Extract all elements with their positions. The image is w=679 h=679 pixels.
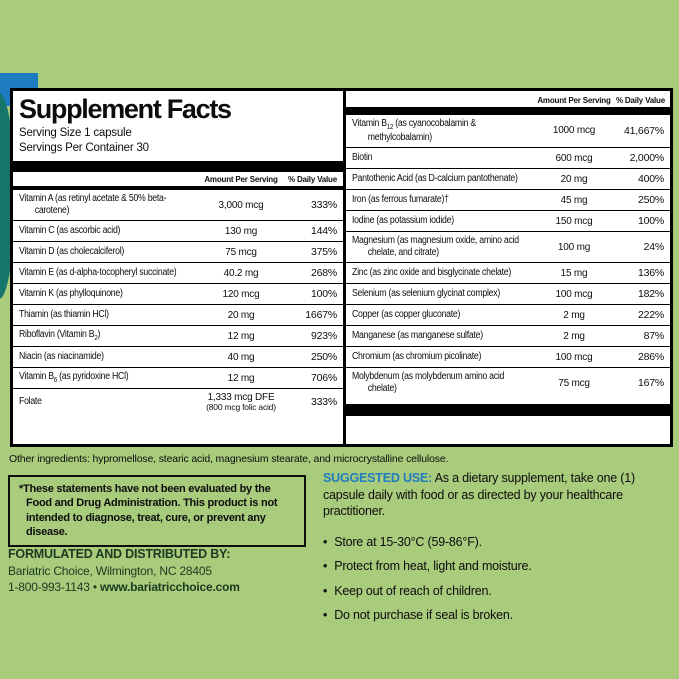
nutrient-daily-value: 2,000% — [629, 152, 664, 165]
usage-bullet-item — [323, 534, 673, 551]
nutrient-daily-value: 375% — [310, 246, 337, 259]
other-ingredients: Other ingredients: hypromellose, stearic acid, magnesium stearate, and microcrystalline cellulose. — [9, 453, 449, 465]
distributor-phone: 1-800-993-1143 — [8, 579, 90, 594]
nutrient-name: Magnesium (as magnesium oxide, amino acid chelate, and citrate) — [352, 234, 519, 259]
facts-right-column — [346, 91, 670, 444]
usage-bullet-item — [323, 558, 673, 575]
distributor-website: www.bariatricchoice.com — [100, 579, 240, 594]
nutrient-daily-value: 136% — [637, 267, 664, 280]
bullet-marker: • — [323, 608, 328, 622]
suggested-use-paragraph — [323, 470, 673, 520]
bullet-marker: • — [323, 559, 328, 573]
nutrient-amount: 20 mg — [560, 173, 588, 185]
nutrient-amount: 100 mg — [557, 241, 591, 253]
distributor-address: Bariatric Choice, Wilmington, NC 28405 — [8, 563, 212, 578]
nutrient-row — [13, 284, 343, 305]
column-headers — [346, 91, 670, 107]
nutrient-row — [346, 368, 670, 398]
nutrient-amount: 2 mg — [563, 309, 585, 321]
nutrient-amount: 40.2 mg — [223, 267, 259, 279]
suggested-use-block — [323, 470, 673, 632]
bullet-text: Protect from heat, light and moisture. — [334, 559, 532, 573]
nutrient-row — [346, 211, 670, 232]
usage-bullet-list — [323, 534, 673, 624]
nutrient-amount: 130 mg — [224, 225, 258, 237]
nutrient-name: Iodine (as potassium iodide) — [352, 215, 454, 226]
serving-size: Serving Size 1 capsule — [19, 127, 132, 139]
nutrient-amount: 3,000 mcg — [218, 199, 264, 211]
nutrient-daily-value: 182% — [637, 288, 664, 301]
supplement-facts-title: Supplement Facts — [19, 94, 231, 124]
distributor-block — [8, 546, 240, 595]
usage-bullet-item — [323, 583, 673, 600]
nutrient-name: Vitamin K (as phylloquinone) — [19, 288, 123, 300]
nutrient-amount: 40 mg — [227, 351, 255, 363]
left-nutrient-rows — [13, 190, 343, 415]
facts-left-column — [13, 91, 343, 444]
usage-bullet-item — [323, 607, 673, 624]
nutrient-name: Niacin (as niacinamide) — [19, 351, 104, 363]
column-headers — [13, 172, 343, 186]
nutrient-row — [346, 148, 670, 169]
daily-value-header: % Daily Value — [288, 175, 337, 185]
bullet-marker: • — [323, 583, 328, 598]
nutrient-row — [346, 190, 670, 211]
right-nutrient-rows — [346, 115, 670, 398]
servings-per-container: Servings Per Container 30 — [19, 142, 149, 155]
nutrient-amount: 12 mg — [227, 330, 255, 342]
nutrient-name: Chromium (as chromium picolinate) — [352, 351, 482, 362]
nutrient-daily-value: 250% — [310, 351, 337, 364]
nutrient-amount: 12 mg — [227, 372, 255, 384]
nutrient-name: Pantothenic Acid (as D-calcium pantothenate) — [352, 173, 518, 184]
nutrient-daily-value: 1667% — [305, 309, 337, 322]
amount-per-serving-header: Amount Per Serving — [537, 96, 611, 105]
nutrient-name: Iron (as ferrous fumarate)† — [352, 194, 449, 205]
nutrient-amount: 2 mg — [563, 330, 585, 342]
nutrient-name: Selenium (as selenium glycinat complex) — [352, 288, 500, 299]
nutrient-daily-value: 706% — [310, 372, 337, 385]
nutrient-daily-value: 100% — [310, 288, 337, 301]
nutrient-daily-value: 100% — [637, 215, 664, 228]
nutrient-name: Vitamin $B_6$ (as pyridoxine HCl) — [19, 370, 129, 384]
nutrient-row — [346, 169, 670, 190]
nutrient-row — [346, 232, 670, 263]
nutrient-amount-note: (800 mcg folic acid) — [206, 402, 276, 413]
nutrient-name: Folate — [19, 396, 42, 408]
nutrient-daily-value: 167% — [637, 377, 664, 390]
nutrient-daily-value: 286% — [637, 351, 664, 364]
nutrient-name: Thiamin (as thiamin HCl) — [19, 309, 109, 321]
nutrient-row — [13, 190, 343, 221]
daily-value-header: % Daily Value — [616, 96, 665, 105]
nutrient-name: Biotin — [352, 152, 373, 163]
distributor-heading: FORMULATED AND DISTRIBUTED BY: — [8, 547, 231, 561]
amount-per-serving-header: Amount Per Serving — [204, 175, 278, 185]
bullet-marker: • — [323, 534, 328, 549]
nutrient-row — [346, 305, 670, 326]
nutrient-amount: 600 mcg — [555, 152, 593, 164]
nutrient-name: Vitamin C (as ascorbic acid) — [19, 225, 121, 237]
nutrient-amount: 75 mcg — [225, 246, 257, 258]
nutrient-row — [346, 284, 670, 305]
nutrient-amount: 100 mcg — [555, 351, 593, 363]
bullet-separator: • — [92, 579, 97, 594]
nutrient-name: Riboflavin (Vitamin $B_2$) — [19, 328, 101, 342]
nutrient-amount: 15 mg — [560, 267, 588, 279]
fda-disclaimer-text: *These statements have not been evaluated by the Food and Drug Administration. This product is not intended to diagnose, treat, cure, or prevent any disease. — [19, 483, 278, 538]
nutrient-row — [13, 221, 343, 242]
nutrient-amount: 1,333 mcg DFE (800 mcg folic acid) — [199, 392, 283, 413]
nutrient-daily-value: 250% — [637, 194, 664, 207]
nutrient-daily-value: 400% — [637, 173, 664, 186]
suggested-use-heading: SUGGESTED USE: — [323, 471, 433, 485]
nutrient-daily-value: 144% — [310, 225, 337, 238]
nutrient-row — [13, 347, 343, 368]
distributor-contact — [8, 579, 240, 595]
bullet-text: Store at 15-30°C (59-86°F). — [334, 534, 482, 549]
nutrient-daily-value: 923% — [310, 330, 337, 343]
header-underline-bar — [346, 107, 670, 115]
nutrient-amount: 120 mcg — [222, 288, 260, 300]
nutrient-daily-value: 333% — [310, 396, 337, 409]
nutrient-daily-value: 24% — [643, 241, 664, 254]
nutrient-row — [13, 326, 343, 347]
bullet-text: Keep out of reach of children. — [334, 583, 492, 598]
nutrient-amount: 45 mg — [560, 194, 588, 206]
nutrient-row — [13, 368, 343, 389]
nutrient-daily-value: 41,667% — [623, 125, 664, 138]
nutrient-row — [346, 115, 670, 148]
nutrient-daily-value: 268% — [310, 267, 337, 280]
nutrient-amount: 100 mcg — [555, 288, 593, 300]
nutrient-row — [13, 305, 343, 326]
nutrient-row — [346, 347, 670, 368]
nutrient-daily-value: 87% — [643, 330, 664, 343]
nutrient-name: Molybdenum (as molybdenum amino acid chelate) — [352, 370, 505, 395]
header-bar — [13, 161, 343, 172]
nutrient-name: Vitamin A (as retinyl acetate & 50% beta-carotene) — [19, 192, 167, 217]
nutrient-name: Copper (as copper gluconate) — [352, 309, 461, 320]
nutrient-amount: 75 mcg — [558, 377, 590, 389]
nutrient-row — [346, 263, 670, 284]
nutrient-amount: 150 mcg — [555, 215, 593, 227]
nutrient-name: Manganese (as manganese sulfate) — [352, 330, 483, 341]
nutrient-row — [13, 263, 343, 284]
nutrient-name: Vitamin D (as cholecalciferol) — [19, 246, 125, 258]
nutrient-daily-value: 333% — [310, 199, 337, 212]
nutrient-daily-value: 222% — [637, 309, 664, 322]
nutrient-name: Vitamin E (as d-alpha-tocopheryl succinate) — [19, 267, 177, 279]
nutrient-name: Vitamin $B_{12}$ (as cyanocobalamin & methylcobalamin) — [352, 117, 476, 144]
bullet-text: Do not purchase if seal is broken. — [334, 608, 513, 622]
suggested-use-text: As a dietary supplement, take one (1) capsule daily with food or as directed by your healthcare practitioner. — [323, 471, 635, 518]
nutrient-row — [13, 389, 343, 415]
nutrient-name: Zinc (as zinc oxide and bisglycinate chelate) — [352, 267, 512, 278]
fda-disclaimer-box — [8, 475, 306, 547]
supplement-facts-panel — [10, 88, 673, 447]
nutrient-row — [346, 326, 670, 347]
nutrient-amount: 20 mg — [227, 309, 255, 321]
nutrient-amount: 1000 mcg — [552, 125, 596, 137]
table-bottom-bar — [346, 404, 670, 416]
nutrient-row — [13, 242, 343, 263]
